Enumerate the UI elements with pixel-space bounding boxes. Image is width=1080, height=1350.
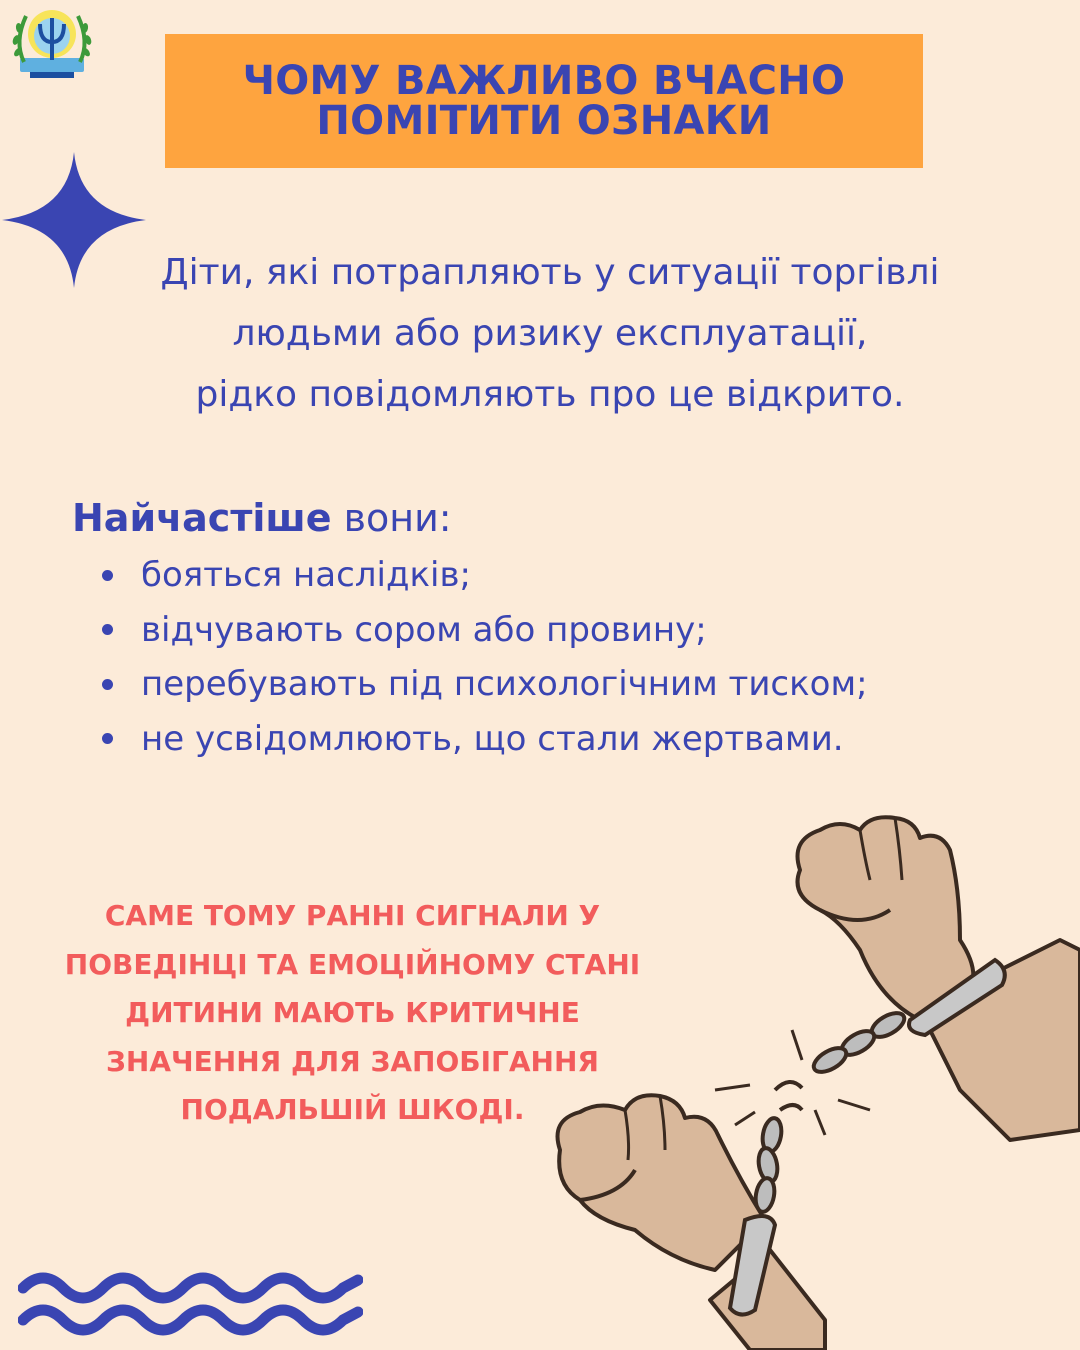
bullet-dot [102, 570, 113, 581]
page-title [242, 58, 846, 144]
intro-line-2: людьми або ризику експлуатації, [232, 313, 868, 354]
warning-line-4: ЗНАЧЕННЯ ДЛЯ ЗАПОБІГАННЯ [106, 1044, 599, 1078]
warning-line-2: ПОВЕДІНЦІ ТА ЕМОЦІЙНОМУ СТАНІ [64, 947, 641, 981]
list-item-text: не усвідомлюють, що стали жертвами. [141, 718, 844, 759]
logo-emblem [4, 2, 100, 82]
most-often-bold: Найчастіше [72, 496, 332, 540]
wave-decoration [18, 1268, 363, 1338]
bullet-dot [102, 624, 113, 635]
list-item-text: відчувають сором або провину; [141, 609, 707, 650]
bullet-dot [102, 733, 113, 744]
bullet-dot [102, 679, 113, 690]
list-item [96, 548, 868, 603]
most-often-rest: вони: [331, 496, 452, 540]
reasons-list [96, 548, 868, 766]
list-item [96, 657, 868, 712]
list-item-text: перебувають під психологічним тиском; [141, 664, 868, 704]
warning-line-5: ПОДАЛЬШІЙ ШКОДІ. [180, 1093, 525, 1126]
warning-line-1: САМЕ ТОМУ РАННІ СИГНАЛИ У [104, 899, 601, 932]
most-often-heading [72, 492, 452, 544]
intro-line-3: рідко повідомляють про це відкрито. [195, 374, 905, 415]
title-banner [165, 34, 923, 168]
broken-chain-hands-illustration [540, 800, 1080, 1350]
list-item-text: бояться наслідків; [141, 555, 471, 595]
intro-paragraph [80, 242, 1020, 425]
intro-line-1: Діти, які потрапляють у ситуації торгівлі [160, 252, 940, 293]
title-line-1: ЧОМУ ВАЖЛИВО ВЧАСНО [242, 58, 846, 104]
list-item [96, 712, 868, 767]
title-line-2: ПОМІТИТИ ОЗНАКИ [316, 98, 772, 144]
warning-line-3: ДИТИНИ МАЮТЬ КРИТИЧНЕ [125, 996, 580, 1029]
list-item [96, 603, 868, 658]
